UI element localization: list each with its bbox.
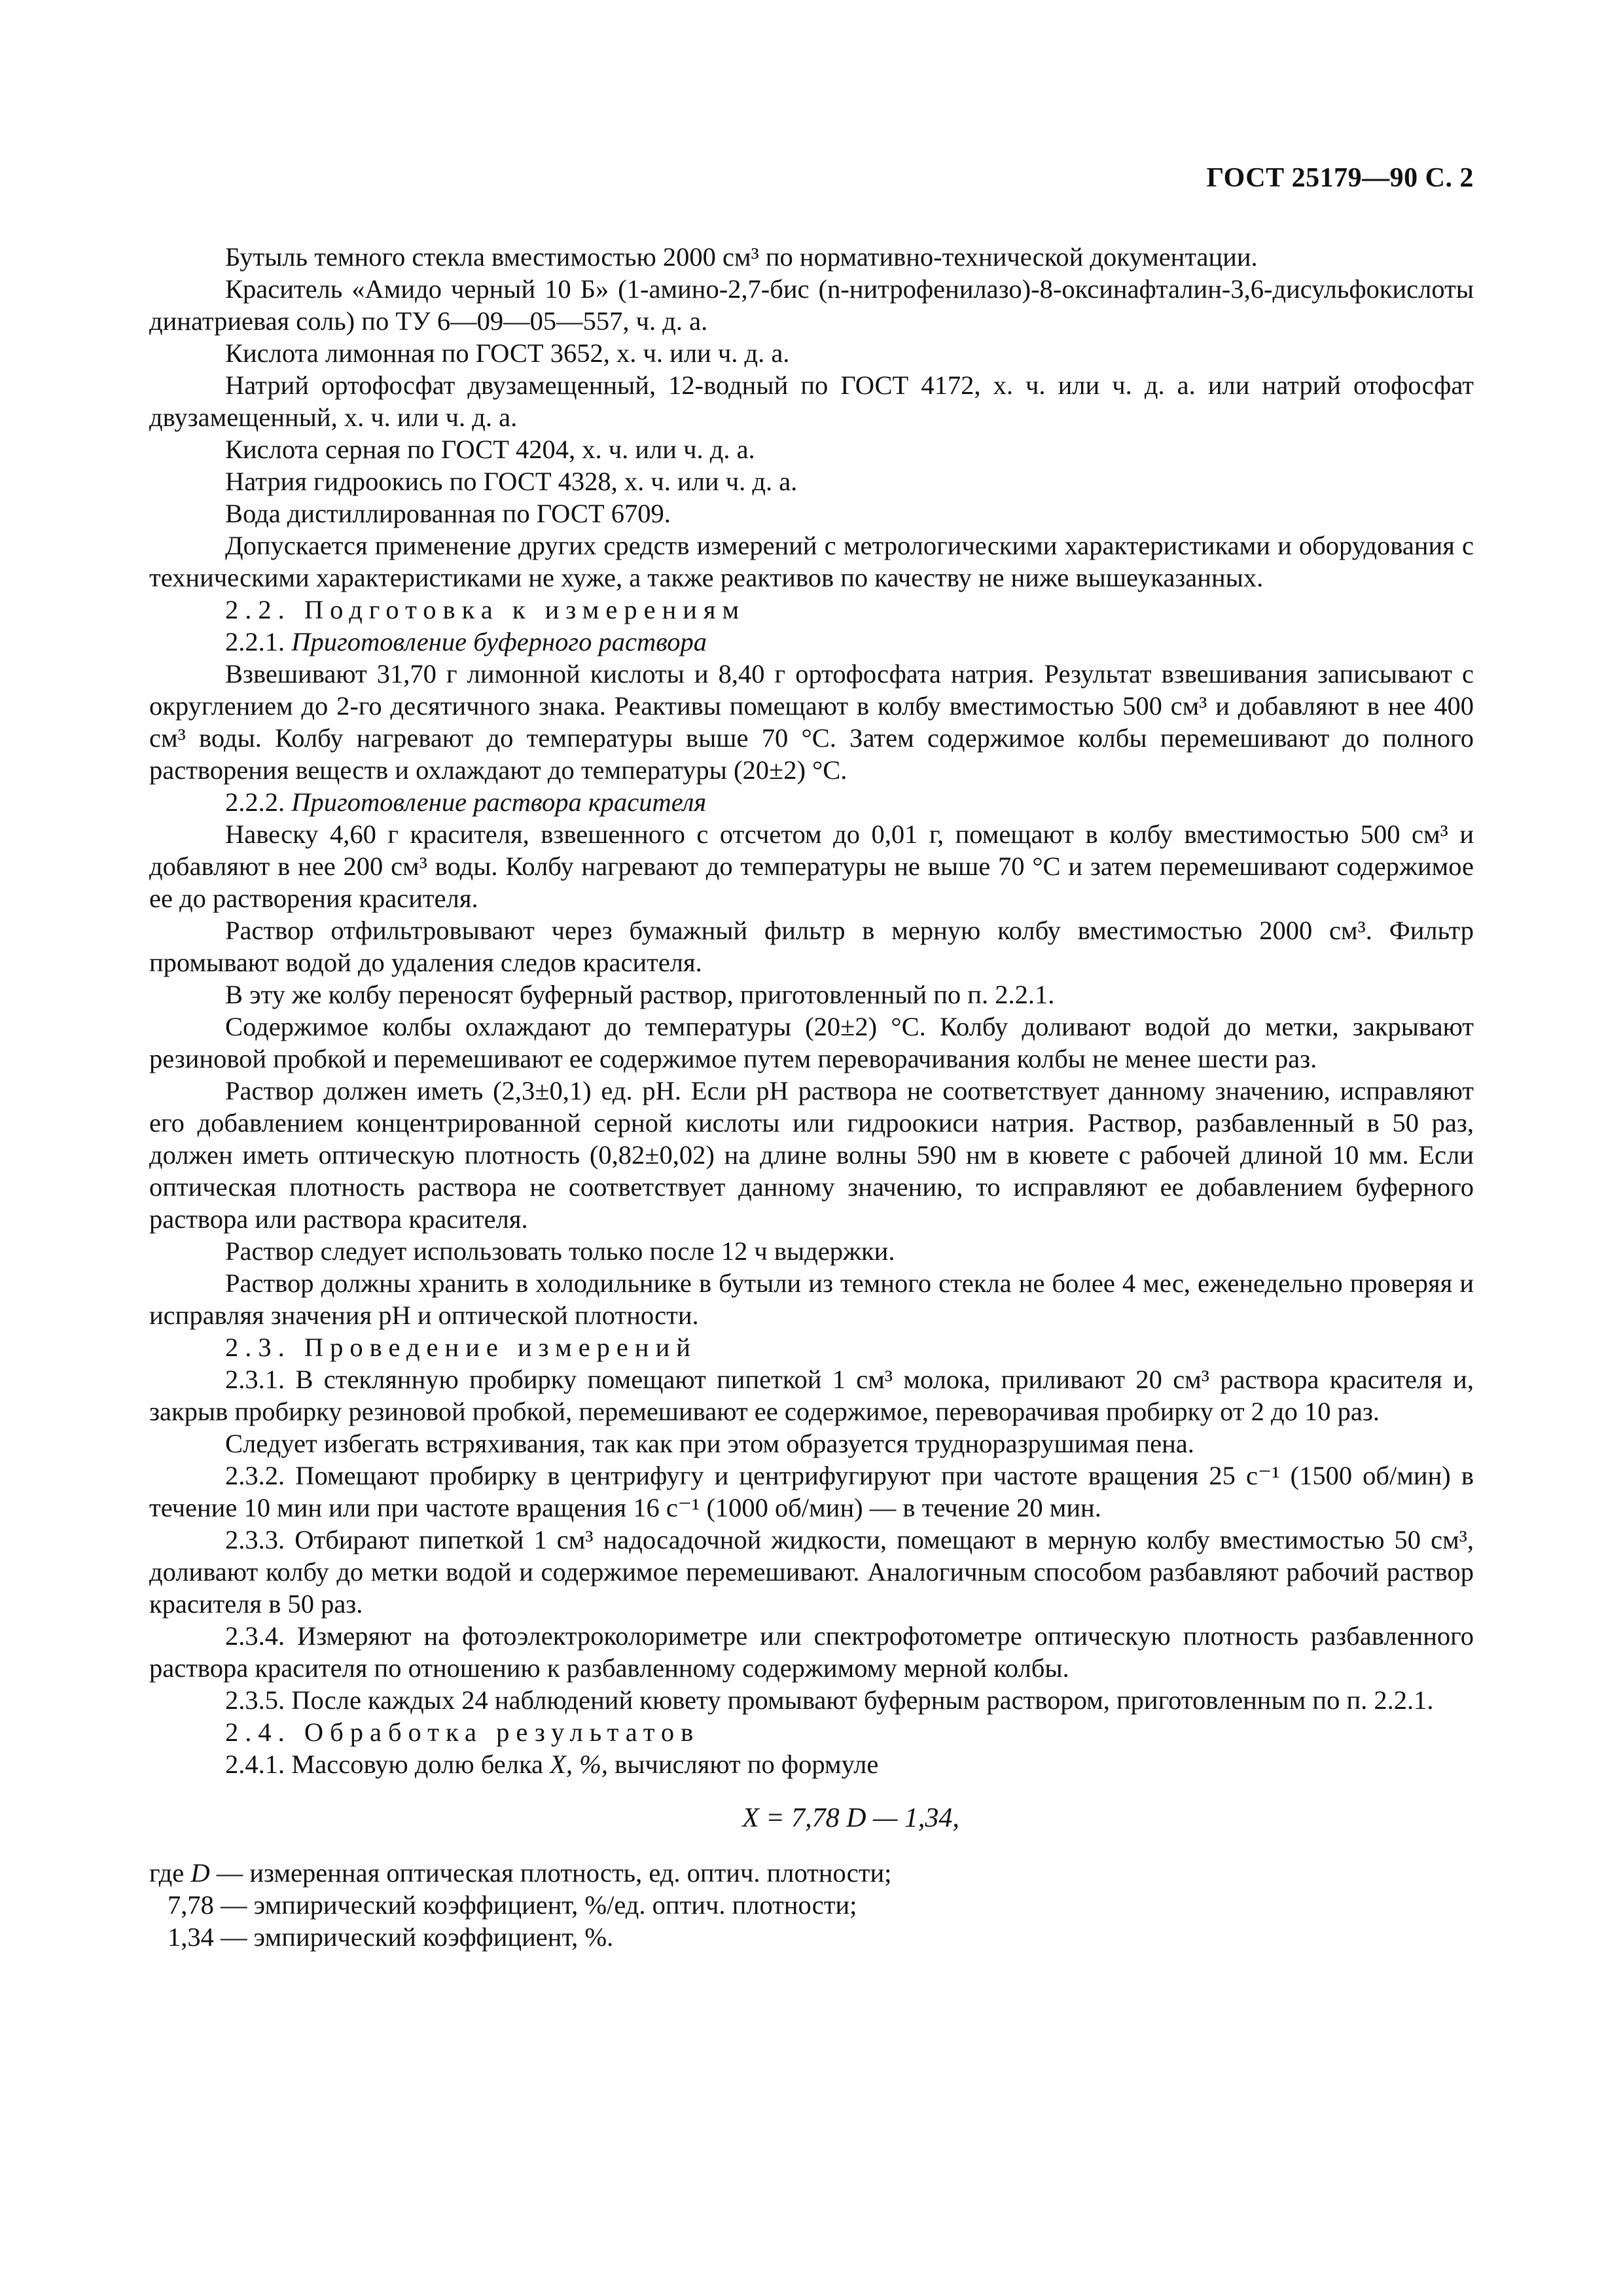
paragraph: Вода дистиллированная по ГОСТ 6709. (225, 499, 671, 528)
subsection-heading (149, 626, 1474, 658)
paragraph: 2.3.4. Измеряют на фотоэлектроколориметре или спектрофотометре оптическую плотность разбавленного раствора красителя по отношению к разбавленному содержимому мерной колбы. (149, 1621, 1474, 1683)
paragraph: Взвешивают 31,70 г лимонной кислоты и 8,40 г ортофосфата натрия. Результат взвешивания записывают с округлением до 2-го десятичного знака. Реактивы помещают в колбу вместимостью 500 см³ и добавляют в нее 400 см³ воды. Колбу нагревают до температуры выше 70 °С. Затем содержимое колбы перемешивают до полного растворения веществ и охлаждают до температуры (20±2) °С. (149, 659, 1474, 785)
subsection-heading (149, 786, 1474, 818)
paragraph: 2.3.2. Помещают пробирку в центрифугу и центрифугируют при частоте вращения 25 с⁻¹ (1500 об/мин) в течение 10 мин или при частоте вращения 16 с⁻¹ (1000 об/мин) — в течение 20 мин. (149, 1461, 1474, 1522)
legend-text: где (149, 1858, 191, 1888)
section-title: 2.4. Обработка результатов (225, 1717, 700, 1747)
subsection-title: Приготовление раствора красителя (291, 787, 707, 817)
paragraph: Раствор отфильтровывают через бумажный фильтр в мерную колбу вместимостью 2000 см³. Фильтр промывают водой до удаления следов красителя. (149, 916, 1474, 977)
subsection-title: Приготовление буферного раствора (291, 627, 707, 656)
paragraph: Краситель «Амидо черный 10 Б» (1-амино-2,7-бис (n-нитрофенилазо)-8-оксинафталин-3,6-дисульфокислоты динатриевая соль) по ТУ 6—09—05—557, ч. д. а. (149, 274, 1474, 336)
paragraph: Натрий ортофосфат двузамещенный, 12-водный по ГОСТ 4172, х. ч. или ч. д. а. или натрий отофосфат двузамещенный, х. ч. или ч. д. а. (149, 370, 1474, 432)
legend-text: — измеренная оптическая плотность, ед. оптич. плотности; (209, 1858, 892, 1888)
page-header: ГОСТ 25179—90 С. 2 (1206, 163, 1474, 193)
paragraph: Допускается применение других средств измерений с метрологическими характеристиками и оборудования с техническими характеристиками не хуже, а также реактивов по качеству не ниже вышеуказанных. (149, 531, 1474, 592)
paragraph: 2.3.1. В стеклянную пробирку помещают пипеткой 1 см³ молока, приливают 20 см³ раствора красителя и, закрыв пробирку резиновой пробкой, перемешивают ее содержимое, переворачивая пробирку от 2 до 10 раз. (149, 1365, 1474, 1426)
body-text (149, 241, 1474, 1953)
formula-legend (149, 1857, 1474, 1889)
legend-item: 7,78 — эмпирический коэффициент, %/ед. оптич. плотности; (168, 1890, 857, 1920)
formula-variable: X, %, (550, 1749, 609, 1779)
paragraph: Раствор следует использовать только после 12 ч выдержки. (225, 1236, 895, 1266)
paragraph: Кислота лимонная по ГОСТ 3652, х. ч. или ч. д. а. (225, 338, 790, 368)
paragraph: Натрия гидроокись по ГОСТ 4328, х. ч. или ч. д. а. (225, 467, 798, 496)
paragraph: В эту же колбу переносят буферный раствор, приготовленный по п. 2.2.1. (225, 980, 1055, 1009)
section-title: 2.3. Проведение измерений (225, 1333, 697, 1362)
legend-item: 1,34 — эмпирический коэффициент, %. (168, 1922, 614, 1952)
paragraph: 2.3.3. Отбирают пипеткой 1 см³ надосадочной жидкости, помещают в мерную колбу вместимостью 50 см³, доливают колбу до метки водой и содержимое перемешивают. Аналогичным способом разбавляют рабочий раствор красителя в 50 раз. (149, 1525, 1474, 1619)
formula-intro (149, 1748, 1474, 1780)
section-title: 2.2. Подготовка к измерениям (225, 595, 746, 624)
paragraph: 2.3.5. После каждых 24 наблюдений кювету промывают буферным раствором, приготовленным по п. 2.2.1. (225, 1685, 1434, 1715)
formula (149, 1803, 1474, 1835)
legend-variable: D (190, 1858, 210, 1888)
paragraph: Кислота серная по ГОСТ 4204, х. ч. или ч. д. а. (225, 435, 755, 464)
paragraph: Раствор должен иметь (2,3±0,1) ед. pH. Если pH раствора не соответствует данному значению, исправляют его добавлением концентрированной серной кислоты или гидроокиси натрия. Раствор, разбавленный в 50 раз, должен иметь оптическую плотность (0,82±0,02) на длине волны 590 нм в кювете с рабочей длиной 10 мм. Если оптическая плотность раствора не соответствует данному значению, то исправляют ее добавлением буферного раствора или раствора красителя. (149, 1076, 1474, 1234)
formula-intro-text: вычисляют по формуле (608, 1749, 879, 1779)
paragraph: Раствор должны хранить в холодильнике в бутыли из темного стекла не более 4 мес, еженедельно проверяя и исправляя значения pH и оптической плотности. (149, 1268, 1474, 1330)
subsection-number: 2.2.1. (225, 627, 285, 656)
paragraph: Следует избегать встряхивания, так как при этом образуется трудноразрушимая пена. (225, 1429, 1194, 1458)
paragraph: Содержимое колбы охлаждают до температуры (20±2) °С. Колбу доливают водой до метки, закрывают резиновой пробкой и перемешивают ее содержимое путем переворачивания колбы не менее шести раз. (149, 1012, 1474, 1073)
subsection-number: 2.2.2. (225, 787, 285, 817)
paragraph: Бутыль темного стекла вместимостью 2000 см³ по нормативно-технической документации. (225, 242, 1258, 272)
paragraph: Навеску 4,60 г красителя, взвешенного с отсчетом до 0,01 г, помещают в колбу вместимостью 500 см³ и добавляют в нее 200 см³ воды. Колбу нагревают до температуры не выше 70 °С и затем перемешивают содержимое ее до растворения красителя. (149, 819, 1474, 913)
formula-intro-text: 2.4.1. Массовую долю белка (225, 1749, 550, 1779)
formula-expression: X = 7,78 D — 1,34, (742, 1803, 959, 1833)
